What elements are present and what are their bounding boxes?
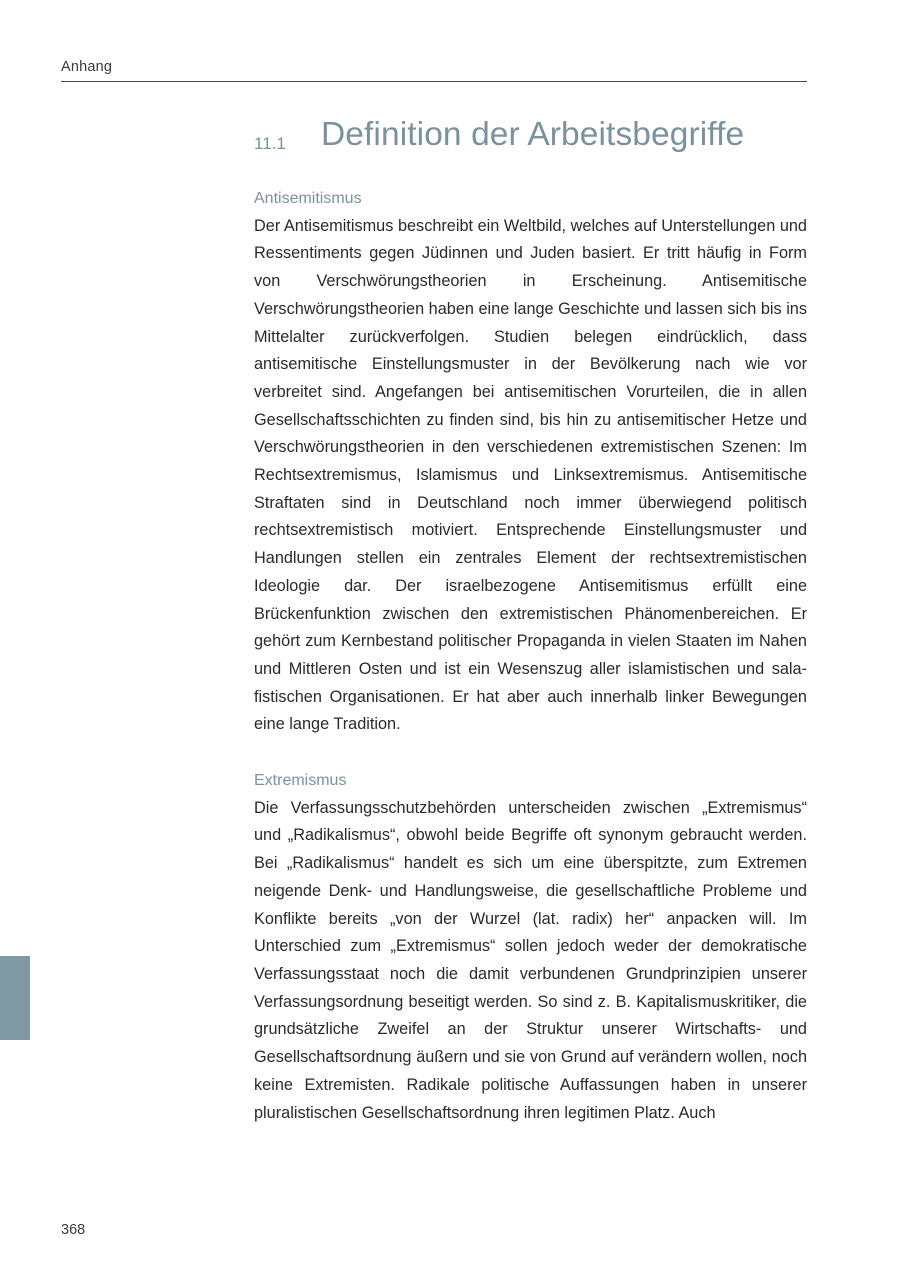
main-content (254, 185, 807, 1127)
section-title: Definition der Arbeitsbegriffe (321, 116, 745, 153)
page-number: 368 (61, 1222, 86, 1238)
glossary-entry-extremismus (254, 767, 807, 1127)
section-number: 11.1 (254, 134, 286, 153)
glossary-entry-antisemitismus (254, 185, 807, 739)
entry-spacer (254, 739, 807, 767)
running-header-label: Anhang (61, 59, 113, 75)
entry-body: Der Antisemitismus beschreibt ein Weltbild, welches auf Unterstellungen und Ressentiments gegen Jüdinnen und Juden basiert. Er tritt häufig in Form von Verschwörungstheorien in Erscheinung. Antisemitische Verschwörungstheorien haben eine lange Geschichte und lassen sich bis ins Mittelalter zurückverfolgen. Studien belegen eindrücklich, dass antisemitische Einstellungsmuster in der Bevölkerung nach wie vor verbreitet sind. Angefangen bei antisemitischen Vorurteilen, die in allen Gesellschaftsschichten zu finden sind, bis hin zu antisemitischer Hetze und Verschwörungstheorien in den verschiedenen extremistischen Szenen: Im Rechtsextremismus, Islamismus und Linksextremismus. Antisemitische Straftaten sind in Deutschland noch immer überwiegend politisch rechtsextremistisch motiviert. Entsprechende Einstellungsmuster und Handlungen stellen ein zentrales Element der rechtsextremistischen Ideologie dar. Der israelbezogene Antisemitismus erfüllt eine Brückenfunktion zwischen den extremistischen Phänomenbereichen. Er gehört zum Kernbestand politischer Propaganda in vielen Staaten im Nahen und Mittleren Osten und ist ein Wesenszug aller islamistischen und salafistischen Organisationen. Er hat aber auch innerhalb linker Bewegungen eine lange Tradition. (254, 216, 808, 734)
entry-term: Antisemitismus (254, 190, 362, 207)
entry-term: Extremismus (254, 772, 347, 790)
running-header (61, 57, 807, 82)
section-heading (254, 112, 814, 162)
entry-body: Die Verfassungsschutzbehörden unterscheiden zwischen „Extremismus“ und „Radikalismus“, obwohl beide Begriffe oft synonym gebraucht werden. Bei „Radikalismus“ handelt es sich um eine überspitzte, zum Extremen neigende Denk- und Handlungsweise, die gesellschaftliche Probleme und Konflikte bereits „von der Wurzel (lat. radix) her“ anpacken will. Im Unterschied zum „Extremismus“ sollen jedoch weder der demokratische Verfassungsstaat noch die damit verbundenen Grundprinzipien unserer Verfassungsordnung beseitigt werden. So sind z. B. Kapitalismuskritiker, die grundsätzliche Zweifel an der Struktur unserer Wirtschafts- und Gesellschaftsordnung äußern und sie von Grund auf verändern wollen, noch keine Extremisten. Radikale politische Auffassungen haben in unserer pluralistischen Gesellschaftsordnung ihren legitimen Platz. Auch (254, 798, 807, 1122)
chapter-thumb-tab (0, 956, 30, 1040)
